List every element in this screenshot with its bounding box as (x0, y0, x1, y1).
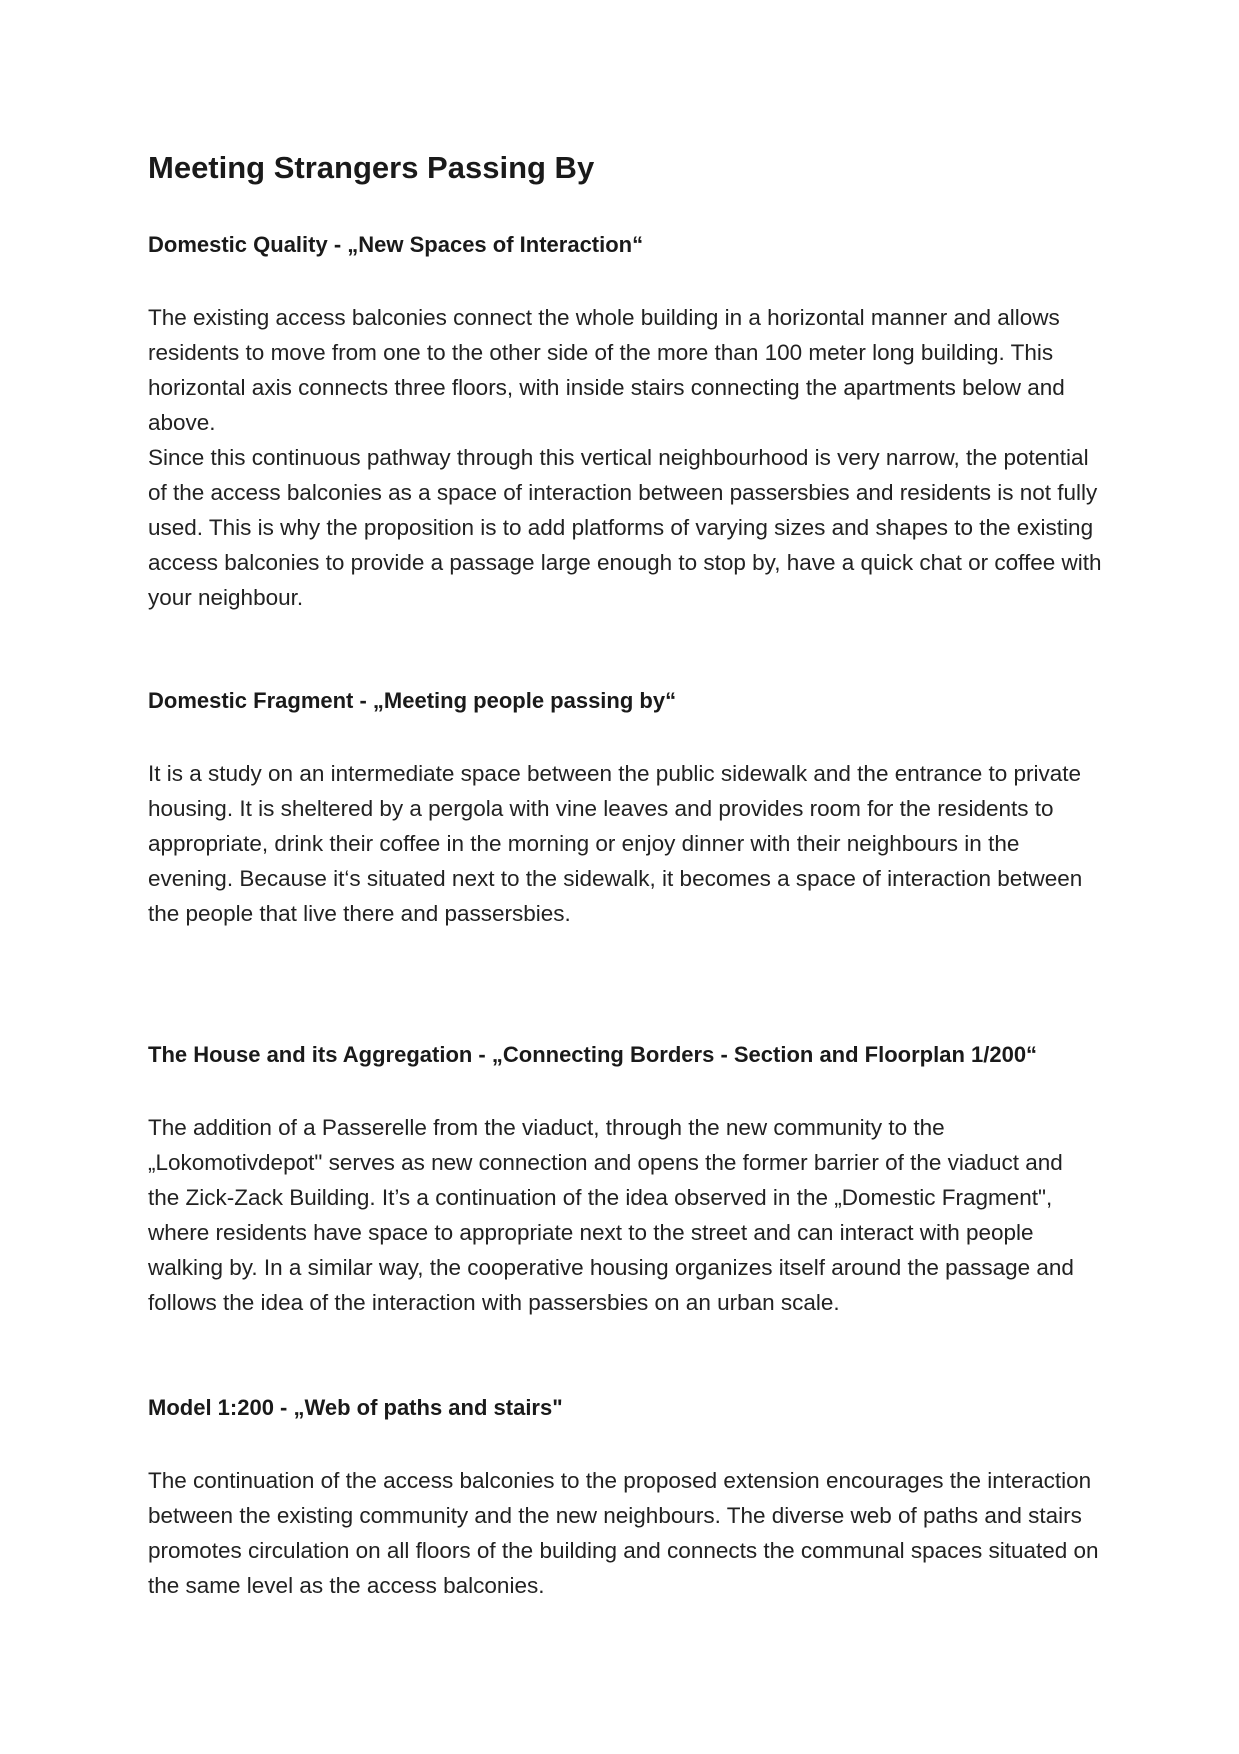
section-heading-domestic-fragment: Domestic Fragment - „Meeting people passing by“ (148, 688, 677, 713)
paragraph-line: the same level as the access balconies. (148, 1573, 545, 1598)
paragraph-line: appropriate, drink their coffee in the morning or enjoy dinner with their neighbours in the (148, 831, 1020, 856)
paragraph-line: of the access balconies as a space of interaction between passersbies and residents is not fully (148, 480, 1098, 505)
paragraph-line: It is a study on an intermediate space between the public sidewalk and the entrance to private (148, 761, 1082, 786)
paragraph-line: between the existing community and the new neighbours. The diverse web of paths and stairs (148, 1503, 1082, 1528)
paragraph-line: evening. Because it‘s situated next to the sidewalk, it becomes a space of interaction between (148, 866, 1083, 891)
section-heading-house-aggregation: The House and its Aggregation - „Connecting Borders - Section and Floorplan 1/200“ (148, 1042, 1038, 1067)
paragraph-line: your neighbour. (148, 585, 304, 610)
page-title: Meeting Strangers Passing By (148, 150, 595, 185)
paragraph-web-of-paths (148, 1463, 1108, 1603)
paragraph-line: horizontal axis connects three floors, with inside stairs connecting the apartments below and (148, 375, 1065, 400)
section-heading-model: Model 1:200 - „Web of paths and stairs" (148, 1395, 563, 1420)
section-heading-domestic-quality: Domestic Quality - „New Spaces of Interaction“ (148, 232, 644, 257)
paragraph-line: follows the idea of the interaction with passersbies on an urban scale. (148, 1290, 840, 1315)
paragraph-line: the people that live there and passersbies. (148, 901, 571, 926)
paragraph-line: Since this continuous pathway through this vertical neighbourhood is very narrow, the potential (148, 445, 1089, 470)
paragraph-line: where residents have space to appropriate next to the street and can interact with people (148, 1220, 1034, 1245)
paragraph-line: access balconies to provide a passage large enough to stop by, have a quick chat or coffee with (148, 550, 1102, 575)
paragraph-line: residents to move from one to the other side of the more than 100 meter long building. This (148, 340, 1054, 365)
paragraph-intermediate-space (148, 756, 1108, 931)
paragraph-line: used. This is why the proposition is to add platforms of varying sizes and shapes to the existing (148, 515, 1094, 540)
paragraph-line: „Lokomotivdepot" serves as new connection and opens the former barrier of the viaduct and (148, 1150, 1063, 1175)
paragraph-line: The continuation of the access balconies to the proposed extension encourages the interaction (148, 1468, 1092, 1493)
paragraph-line: above. (148, 410, 216, 435)
paragraph-line: The existing access balconies connect the whole building in a horizontal manner and allows (148, 305, 1060, 330)
paragraph-line: The addition of a Passerelle from the viaduct, through the new community to the (148, 1115, 945, 1140)
paragraph-line: the Zick-Zack Building. It’s a continuation of the idea observed in the „Domestic Fragment", (148, 1185, 1053, 1210)
paragraph-line: housing. It is sheltered by a pergola with vine leaves and provides room for the residents to (148, 796, 1054, 821)
paragraph-passerelle (148, 1110, 1108, 1320)
paragraph-line: promotes circulation on all floors of the building and connects the communal spaces situated on (148, 1538, 1099, 1563)
paragraph-line: walking by. In a similar way, the cooperative housing organizes itself around the passage and (148, 1255, 1074, 1280)
paragraph-access-balconies (148, 300, 1108, 615)
